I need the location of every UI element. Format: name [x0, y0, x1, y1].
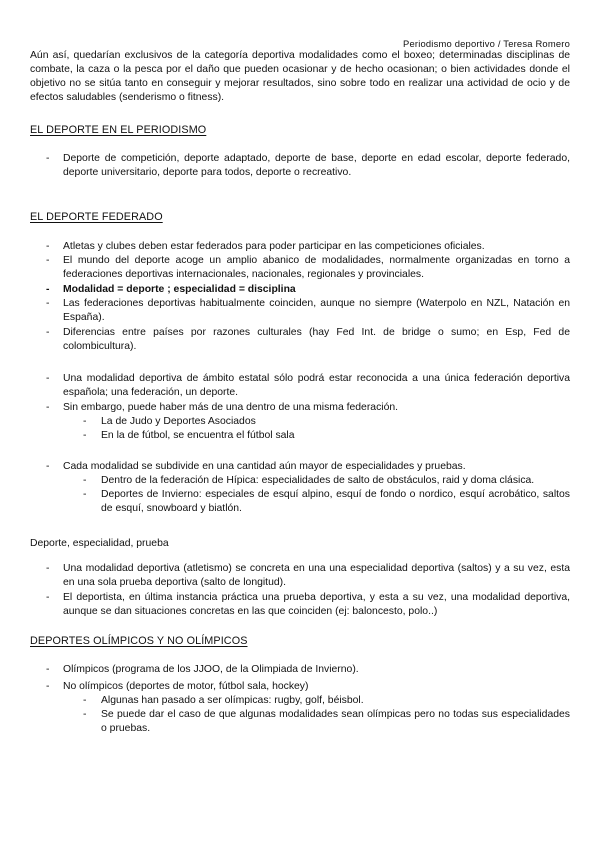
document-page: Periodismo deportivo / Teresa Romero Aún así, quedarían exclusivos de la categoría deportiva modalidades como el boxeo; determinadas disciplinas de combate, la caza o la pesca por el daño que pueden ocasionar y de hecho ocasionan; o bien actividades donde el objetivo no se sitúa tanto en conseguir y mejorar resultados, sino sobre todo en realizar una actividad de ocio y de efectos saludables (senderismo o fitness). EL DEPORTE EN EL PERIODISMO - Deporte de competición, deporte adaptado, deporte de base, deporte en edad escolar, deporte federado, deporte universitario, deporte para todos, deporte o recreativo. EL DEPORTE FEDERADO - Atletas y clubes deben estar federados para poder participar en las competiciones oficiales. - El mundo del deporte acoge un amplio abanico de modalidades, normalmente organizadas en torno a federaciones deportivas internacionales, nacionales, regionales y provinciales. - Modalidad = deporte ; especialidad = disciplina - Las federaciones deportivas habitualmente coinciden, aunque no siempre (Waterpolo en NZL, Natación en España). - Diferencias entre países por razones culturales (hay Fed Int. de bridge o sumo; en Esp, Fed de colombicultura). - Una modalidad deportiva de ámbito estatal sólo podrá estar reconocida a una única federación deportiva española; una federación, un deporte. - Sin embargo, puede haber más de una dentro de una misma federación. - La de Judo y Deportes Asociados - En la de fútbol, se encuentra el fútbol sala - Cada modalidad se subdivide en una cantidad aún mayor de especialidades y pruebas. - Dentro de la federación de Hípica: especialidades de salto de obstáculos, raid y doma clásica. - Deportes de Invierno: especiales de esquí alpino, esquí de fondo o nordico, esquí acrobático, saltos de esquí, snowboard y biatlón. Deporte, especialidad, prueba - Una modalidad deportiva (atletismo) se concreta en una una especialidad deportiva (saltos) y a su vez, esta en una sola prueba deportiva (salto de longitud). - El deportista, en última instancia práctica una prueba deportiva, y esta a su vez, una modalidad deportiva, aunque se dan situaciones concretas en las que coinciden (ej: baloncesto, polo..) DEPORTES OLÍMPICOS Y NO OLÍMPICOS - Olímpicos (programa de los JJOO, de la Olimpiada de Invierno). - No olímpicos (deportes de motor, fútbol sala, hockey) - Algunas han pasado a ser olímpicas: rugby, golf, béisbol. - Se puede dar el caso de que algunas modalidades sean olímpicas pero no todas sus especialidades o pruebas. [30, 38, 570, 734]
subheading-deporte-especialidad-prueba: Deporte, especialidad, prueba [30, 538, 169, 549]
intro-paragraph: Aún así, quedarían exclusivos de la categoría deportiva modalidades como el boxeo; determinadas disciplinas de combate, la caza o la pesca por el daño que pueden ocasionar y de hecho ocasionan; o bien actividades donde el objetivo no se sitúa tanto en conseguir y mejorar resultados, sino sobre todo en realizar una actividad de ocio y de efectos saludables (senderismo o fitness). [30, 50, 570, 103]
running-header: Periodismo deportivo / Teresa Romero [403, 38, 570, 49]
heading-deporte-federado: EL DEPORTE FEDERADO [30, 211, 163, 223]
heading-deporte-periodismo: EL DEPORTE EN EL PERIODISMO [30, 124, 207, 136]
heading-deportes-olimpicos: DEPORTES OLÍMPICOS Y NO OLÍMPICOS [30, 635, 248, 647]
